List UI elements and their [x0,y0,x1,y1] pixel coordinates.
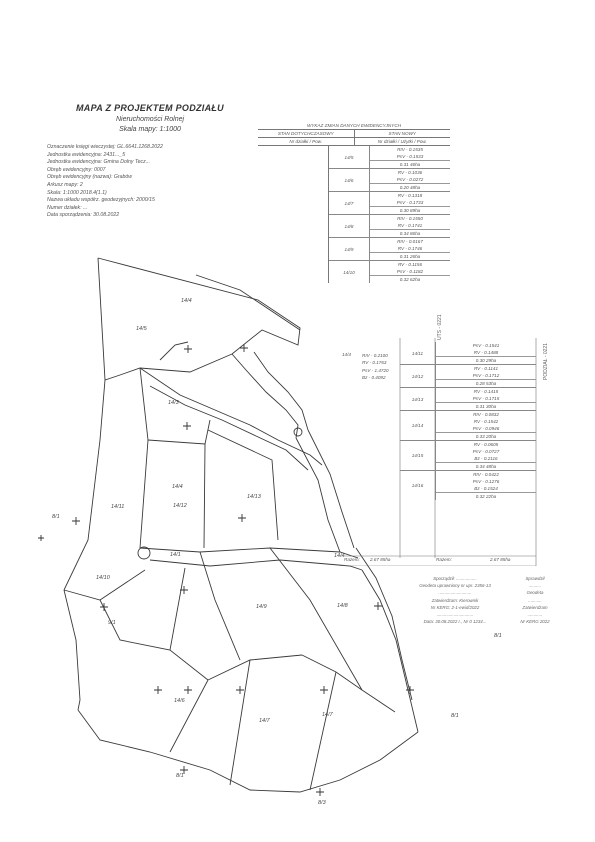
plot-values [435,411,536,440]
survey-cross-icon [72,517,80,525]
parcel-label: 14/6 [174,698,185,704]
signature-line: .......... [528,583,542,589]
plot-area: 0.31 30ha [436,402,536,410]
boundary-line [302,655,395,712]
signature-block-right [500,575,570,625]
use-value: RV - 0.1141 [473,366,499,371]
plot-area: 0.34 86ha [370,229,450,237]
use-value: RV - 0.1318 [397,193,423,198]
source-plot-values [362,352,398,382]
table-row [400,342,536,365]
road-edge [140,368,322,465]
meta-line: Numer działek: ... [47,204,88,211]
table-left-column [258,146,329,283]
parcel-label: 14/7 [322,712,333,718]
plot-values [435,365,536,387]
source-plot-cell [342,352,398,382]
parcel-label: 14/13 [247,494,261,500]
road-edge [150,386,308,470]
plot-number: 14/7 [344,200,354,206]
meta-line: Oznaczenie księgi wieczystej: GL.6641.1268.2022 [47,144,163,150]
plot-number: 14/13 [411,396,424,402]
table-header: WYKAZ ZMIAN DANYCH EWIDENCYJNYCH [258,122,450,130]
survey-cross-icon [154,686,162,694]
use-value: Bz - 0.2116 [474,456,498,461]
plot-number: 14/10 [343,269,355,275]
road-edge [296,438,340,552]
meta-line: Obręb ewidencyjny (nazwa): Grabów [47,174,133,181]
signature-line: ........................... [438,590,472,596]
meta-line: Arkusz mapy: 2 [47,181,83,188]
parcel-label: 14/12 [173,503,187,509]
map-scale: Skala mapy: 1:1000 [119,126,181,133]
boundary-line [208,430,278,540]
meta-line: Nazwa układu współrz. geodezyjnych: 2000/15 [47,197,155,204]
table-subheader-2 [258,138,450,146]
boundary-line [170,568,185,650]
survey-cross-icon [38,535,44,541]
plot-values [369,192,450,214]
use-value: RV - 0.1763 [362,360,387,366]
table-row [329,169,450,192]
plot-values [369,261,450,283]
table-row [400,471,536,500]
signature-line: Nr KERG: 2-1-ewid/2022 [430,604,480,610]
plot-number: 14/5 [344,154,354,160]
boundary-line [64,380,105,590]
use-value: PsV - 0.0946 [472,426,500,431]
plot-area: 0.33 20ha [436,432,536,440]
edge-label: 8/1 [451,713,459,719]
plot-values [369,215,450,237]
plot-area: 0.28 53ha [436,379,536,387]
table-sub-left: Nr działki / Pow. [289,139,323,144]
plot-area: 0.32 62ha [370,275,450,283]
signature-line: Sporządził: ................. [433,576,477,581]
source-plot-row [342,352,398,382]
meta-line: Jednostka ewidencyjna: 2431..._5 [47,151,126,158]
use-value: RIV - 0.0422 [473,472,499,477]
boundary-line [148,420,210,444]
signature-line: ........... [528,597,542,603]
road-edge [232,354,298,438]
plot-number: 14/6 [344,177,354,183]
use-value: PsV - 0.1182 [396,269,424,274]
signature-line: Zatwierdzam [522,604,548,610]
plot-number: 14/11 [411,350,424,356]
parcel-label: 14/3 [168,400,179,406]
use-value: RIV - 0.2100 [362,353,388,358]
table-row [329,261,450,283]
sum-value-right: 2.67 85ha [490,557,511,562]
signature-line: Data: 30.08.2022 r., Nr 0 1234... [423,619,487,625]
plot-area: 0.34 48ha [436,462,536,470]
boundary-line [196,275,300,330]
use-value: PsV - 0.0727 [472,449,500,454]
survey-cross-icon [320,686,328,694]
road-edge [150,560,362,570]
boundary-line [204,444,205,548]
survey-cross-icon [240,344,248,352]
use-value: PsV - 0.1541 [472,343,500,348]
survey-cross-icon [236,686,244,694]
plot-values [435,441,536,470]
signature-line: Sprawdził [525,576,545,581]
meta-line: Skala: 1:1000 2018.4(1.1) [47,189,107,196]
signature-line: Zatwierdzam: Kierownik [431,597,479,603]
sum-label-right: Razem: [436,557,452,562]
parcel-label: 14/7 [259,718,270,724]
source-plot-number: 14/4 [342,352,351,357]
parcel-label: 14/5 [136,326,147,332]
plot-area: 0.20 48ha [370,183,450,191]
plot-values [369,169,450,191]
plot-values [435,471,536,500]
survey-cross-icon [238,514,246,522]
plot-values [435,342,536,364]
use-value: RV - 0.1415 [473,389,499,394]
map-title: MAPA Z PROJEKTEM PODZIAŁU [75,103,224,113]
edge-label: 8/3 [318,800,326,806]
plot-area: 0.30 29ha [436,356,536,364]
table2-side-label: PODZIAŁ - 0221 [543,343,549,380]
boundary-line [200,552,240,660]
parcel-label: 14/9 [256,604,267,610]
signature-line: Geodeta uprawniony nr upr. 2356-13 [419,583,491,589]
signature-block-left [400,575,510,625]
plot-number: 14/9 [344,246,354,252]
use-value: RV - 0.1488 [473,350,499,355]
plot-number: 14/16 [411,483,424,488]
boundary-line [160,342,188,360]
use-value: Bz - 0.4092 [362,375,386,381]
table-row [400,388,536,411]
parcel-label: 14/10 [96,575,110,581]
edge-label: 8/1 [176,773,184,779]
survey-cross-icon [100,603,108,611]
use-value: PsV - 0.1712 [472,373,500,378]
road-edge [254,352,308,430]
meta-line: Obręb ewidencyjny: 0007 [47,166,106,173]
signature-line: Geodeta [526,590,544,596]
parcel-label: 14/4 [172,484,183,490]
sum-value-left: 2.67 85ha [370,557,391,562]
table-row [329,215,450,238]
boundary-line [230,660,250,785]
table-sub-right: Nr działki / Użytki / Pow. [354,138,451,145]
map-subtitle: Nieruchomości Rolnej [115,116,185,123]
use-value: PsV - 0.1715 [472,396,500,401]
boundary-line [78,710,418,792]
signature-line: Nr KERG 2022 [520,619,550,625]
plot-area: 0.30 89ha [370,206,450,214]
boundary-line [140,368,148,548]
table-col-right: STAN NOWY [354,130,451,137]
plot-values [435,388,536,410]
use-value: RV - 0.1741 [397,223,423,228]
table-row [400,441,536,471]
boundary-line [208,655,302,680]
meta-line: Jednostka ewidencyjna: Gmina Dolny Tecz... [47,159,151,166]
use-value: RIV - 0.0832 [473,412,499,417]
table-right-column [329,146,450,283]
table-row [329,146,450,169]
use-value: PsV - 0.1276 [472,479,500,484]
table1-side-label: UTS - 0221 [437,314,443,340]
boundary-line [100,600,208,680]
use-value: RIV - 0.1550 [397,216,423,221]
changes-table-upper [258,122,450,283]
changes-table-lower [340,338,542,566]
boundary-line [170,680,208,752]
survey-cross-icon [184,686,192,694]
use-value: RV - 0.1036 [397,170,423,175]
use-value: Bz - 0.1524 [474,486,498,491]
edge-label: 8/1 [494,633,502,639]
plot-number: 14/14 [411,423,424,428]
survey-cross-icon [183,422,191,430]
use-value: RV - 0.1156 [397,262,423,267]
boundary-line [64,590,80,710]
table-subheader [258,130,450,138]
use-value: PsV - 0.0272 [396,177,424,182]
parcel-label: 14/4 [181,298,192,304]
road-junction-marker [138,547,150,559]
sum-label-left: Razem: [344,557,360,562]
use-value: RV - 0.1542 [473,419,499,424]
survey-cross-icon [316,788,324,796]
boundary-line [270,548,362,690]
parcel-label: 14/11 [111,504,125,510]
table-body [258,146,450,283]
signature-line: .............................. [436,612,474,618]
use-value: RV - 0.1746 [397,246,423,251]
plot-area: 0.32 22ha [436,492,536,500]
boundary-line [98,258,232,380]
plot-area: 0.31 46ha [370,160,450,168]
survey-cross-icon [184,345,192,353]
signature-line: ............ [527,612,543,618]
table-row [400,411,536,441]
use-value: PsV - 0.1733 [396,200,424,205]
edge-label: 9/1 [108,620,116,626]
edge-label: 14/4 [334,553,345,559]
plot-values [369,238,450,260]
use-value: PsV - 1.4720 [362,367,389,373]
use-value: PsV - 0.1533 [396,154,424,159]
edge-label: 8/1 [52,514,60,520]
plot-area: 0.31 26ha [370,252,450,260]
plot-values [369,146,450,168]
new-plots-column [400,342,536,500]
plot-number: 14/15 [411,453,424,458]
use-value: RV - 0.0605 [473,442,499,447]
road-junction-marker [294,428,302,436]
meta-line: Data sporządzenia: 30.08.2022 [47,212,120,219]
parcel-label: 14/8 [337,603,348,609]
table-row [329,192,450,215]
use-value: RIV - 0.1535 [397,147,423,152]
plot-number: 14/12 [411,373,424,379]
table-row [400,365,536,388]
use-value: RIV - 0.0167 [397,239,423,244]
plot-number: 14/8 [344,223,354,229]
table-col-left: STAN DOTYCHCZASOWY [277,131,334,136]
parcel-label: 14/1 [170,552,181,558]
table-row [329,238,450,261]
